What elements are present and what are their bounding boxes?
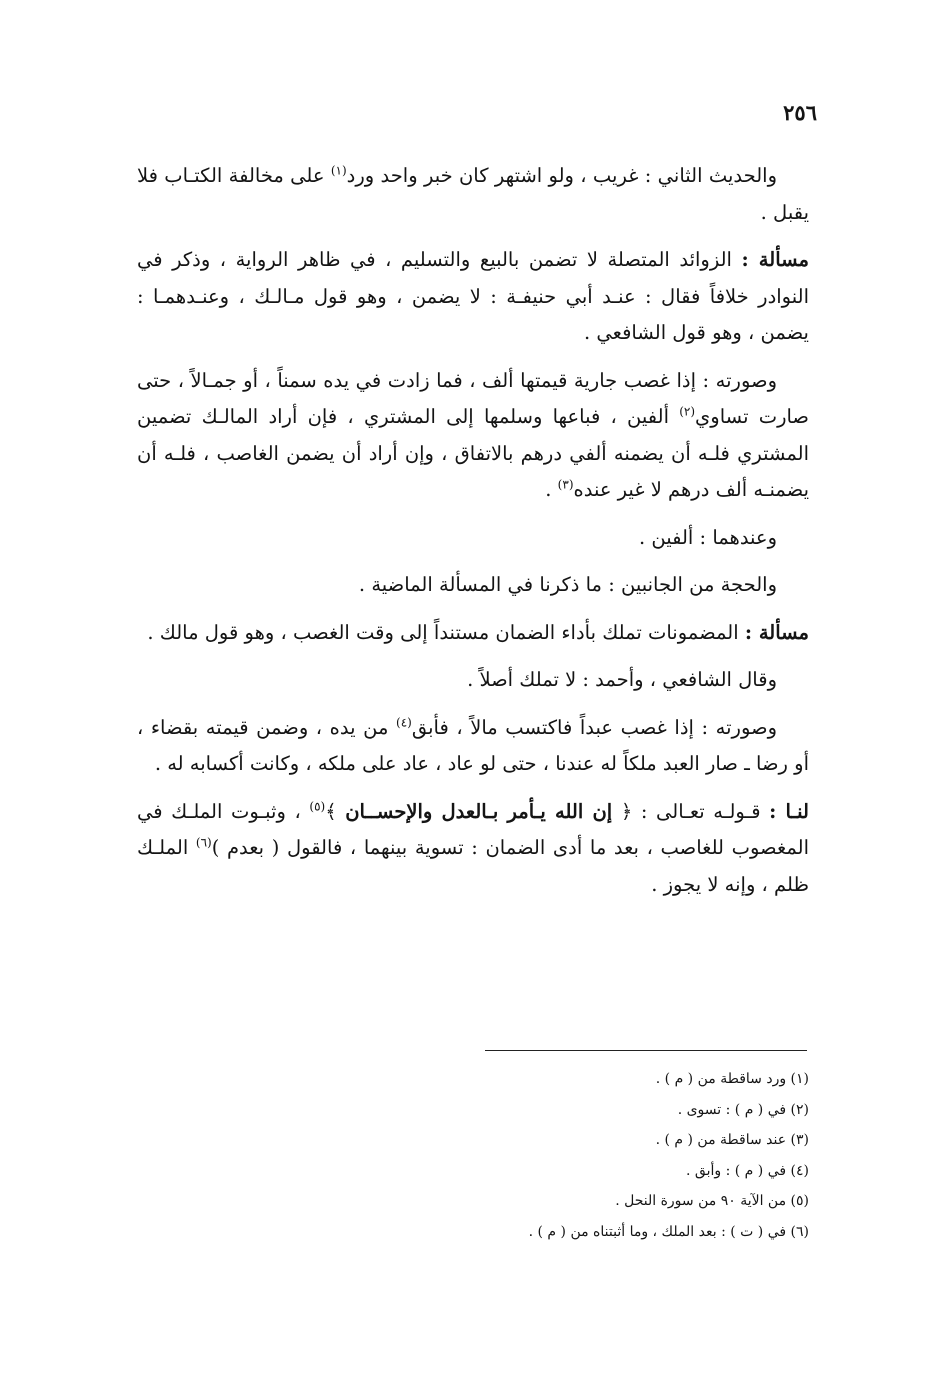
text-run: على مخالفة الكتـاب فلا يقبل . [137, 164, 809, 224]
paragraph-example-slave [137, 710, 809, 783]
footnote-ref: (٥) [309, 799, 326, 813]
footnote-5: (٥) من الآية ٩٠ من سورة النحل . [615, 1193, 809, 1209]
paragraph-example-slave-girl [137, 363, 809, 509]
quran-verse: إن الله يـأمر بـالعدل والإحســان [345, 799, 613, 823]
main-text [137, 158, 809, 914]
paragraph-hadith [137, 158, 809, 231]
footnote-ref: (٤) [396, 715, 412, 729]
paragraph-issue-ownership [137, 615, 809, 652]
footnote-ref: (٣) [557, 477, 574, 492]
issue-term: مسألة : [744, 620, 809, 644]
footnote-ref: (١) [330, 163, 347, 178]
text-run: . [545, 478, 558, 501]
text-run: ألفين ، فباعها وسلمها إلى المشتري ، فإن أراد المالـك تضمين المشتري فلـه أن يضمنه ألفي درهم بالاتفاق ، وإن أراد أن يضمن الغاصب ، فلـه أن يضمنـه ألف درهم لا غير عنده [137, 405, 809, 501]
text-run: الملـك ظلم ، وإنه لا يجوز . [137, 836, 809, 896]
page-number: ٢٥٦ [783, 100, 817, 125]
footnote-6: (٦) في ( ت ) : بعد الملك ، وما أثبتناه من ( م ) . [528, 1223, 809, 1240]
footnote-4: (٤) في ( م ) : وأبق . [686, 1162, 809, 1179]
footnote-ref: (٦) [195, 835, 212, 850]
footnote-1: (١) ورد ساقطة من ( م ) . [655, 1071, 809, 1087]
footnote-ref: (٢) [679, 404, 696, 419]
footnotes [309, 1064, 809, 1247]
paragraph-argument [137, 794, 809, 904]
text-run: وصورته : إذا غصب جارية قيمتها ألف ، فما زادت في يده سمناً ، أو جمـالاً ، حتى صارت تساوي [137, 368, 809, 428]
footnote-divider [485, 1050, 807, 1051]
text-run: ، وثبـوت الملـك في المغصوب للغاصب ، بعد ما أدى الضمان : تسوية بينهما ، فالقول ( بعدم ) [137, 799, 809, 859]
issue-term: مسألة : [741, 248, 809, 271]
paragraph-their-view: وعندهما : ألفين . [639, 525, 777, 549]
text-run: الزوائد المتصلة لا تضمن بالبيع والتسليم ، في ظاهر الرواية ، وذكر في النوادر خلافاً فقال : عنـد أبي حنيفـة : لا يضمن ، وهو قول مـالـك ، وعنـدهمـا : يضمن ، وهو قول الشافعي . [137, 248, 809, 344]
text-run: وصورته : إذا غصب عبداً فاكتسب مالاً ، فأبق [411, 715, 777, 739]
paragraph-evidence: والحجة من الجانبين : ما ذكرنا في المسألة الماضية . [358, 573, 777, 596]
footnote-3: (٣) عند ساقطة من ( م ) . [655, 1132, 809, 1148]
footnote-2: (٢) في ( م ) : تسوى . [677, 1101, 809, 1118]
paragraph-shafii-view: وقال الشافعي ، وأحمد : لا تملك أصلاً . [467, 668, 777, 691]
argument-term: لنـا : [769, 799, 809, 823]
paragraph-issue-increase [137, 242, 809, 352]
text-run: من يده ، وضمن قيمته بقضاء ، أو رضا ـ صار العبد ملكاً له عندنا ، حتى لو عاد ، عاد على ملكه ، وكانت أكسابه له . [137, 715, 809, 775]
text-run: قـولـه تعـالى : ﴿ [612, 799, 770, 823]
text-run: ﴾ [325, 799, 346, 823]
text-run: المضمونات تملك بأداء الضمان مستنداً إلى وقت الغصب ، وهو قول مالك . [147, 620, 745, 644]
text-run: والحديث الثاني : غريب ، ولو اشتهر كان خبر واحد ورد [346, 164, 778, 187]
